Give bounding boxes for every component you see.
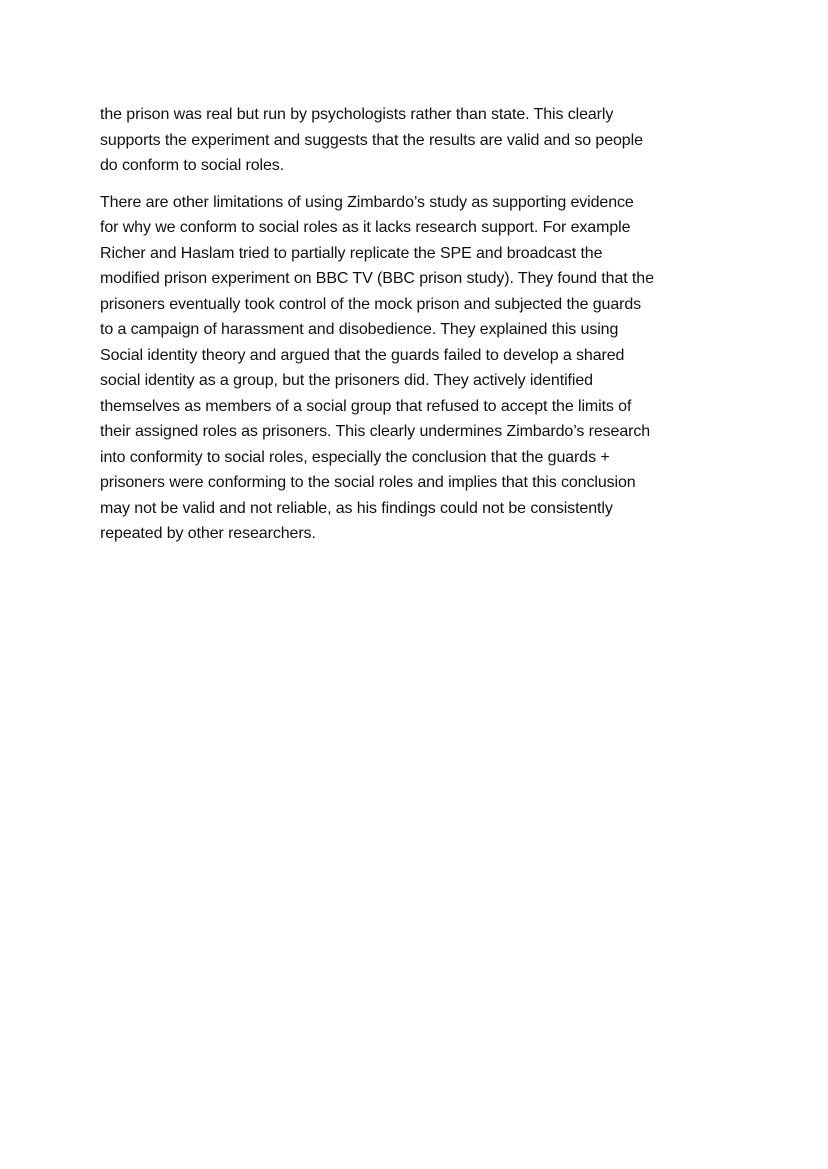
text-line: modified prison experiment on BBC TV (BBC prison study). They found that the [100,270,654,287]
text-line: may not be valid and not reliable, as his findings could not be consistently [100,499,613,517]
text-line: themselves as members of a social group that refused to accept the limits of [100,397,632,415]
text-line: the prison was real but run by psychologists rather than state. This clearly [100,106,614,123]
text-line: into conformity to social roles, especially the conclusion that the guards + [100,448,610,466]
text-line: prisoners eventually took control of the mock prison and subjected the guards [100,295,642,313]
paragraph-1 [100,102,740,179]
text-line: for why we conform to social roles as it lacks research support. For example [100,219,631,236]
text-line: repeated by other researchers. [100,525,316,542]
text-line: to a campaign of harassment and disobedience. They explained this using [100,321,619,338]
text-line: do conform to social roles. [100,157,285,174]
text-line: supports the experiment and suggests that the results are valid and so people [100,131,643,149]
text-line: prisoners were conforming to the social roles and implies that this conclusion [100,474,636,491]
text-line: their assigned roles as prisoners. This clearly undermines Zimbardo’s research [100,423,651,440]
text-line: Richer and Haslam tried to partially replicate the SPE and broadcast the [100,244,603,262]
document-page [100,102,740,558]
text-line: There are other limitations of using Zimbardo’s study as supporting evidence [100,193,634,211]
text-line: social identity as a group, but the prisoners did. They actively identified [100,372,593,389]
text-line: Social identity theory and argued that the guards failed to develop a shared [100,346,625,364]
paragraph-2 [100,190,740,547]
